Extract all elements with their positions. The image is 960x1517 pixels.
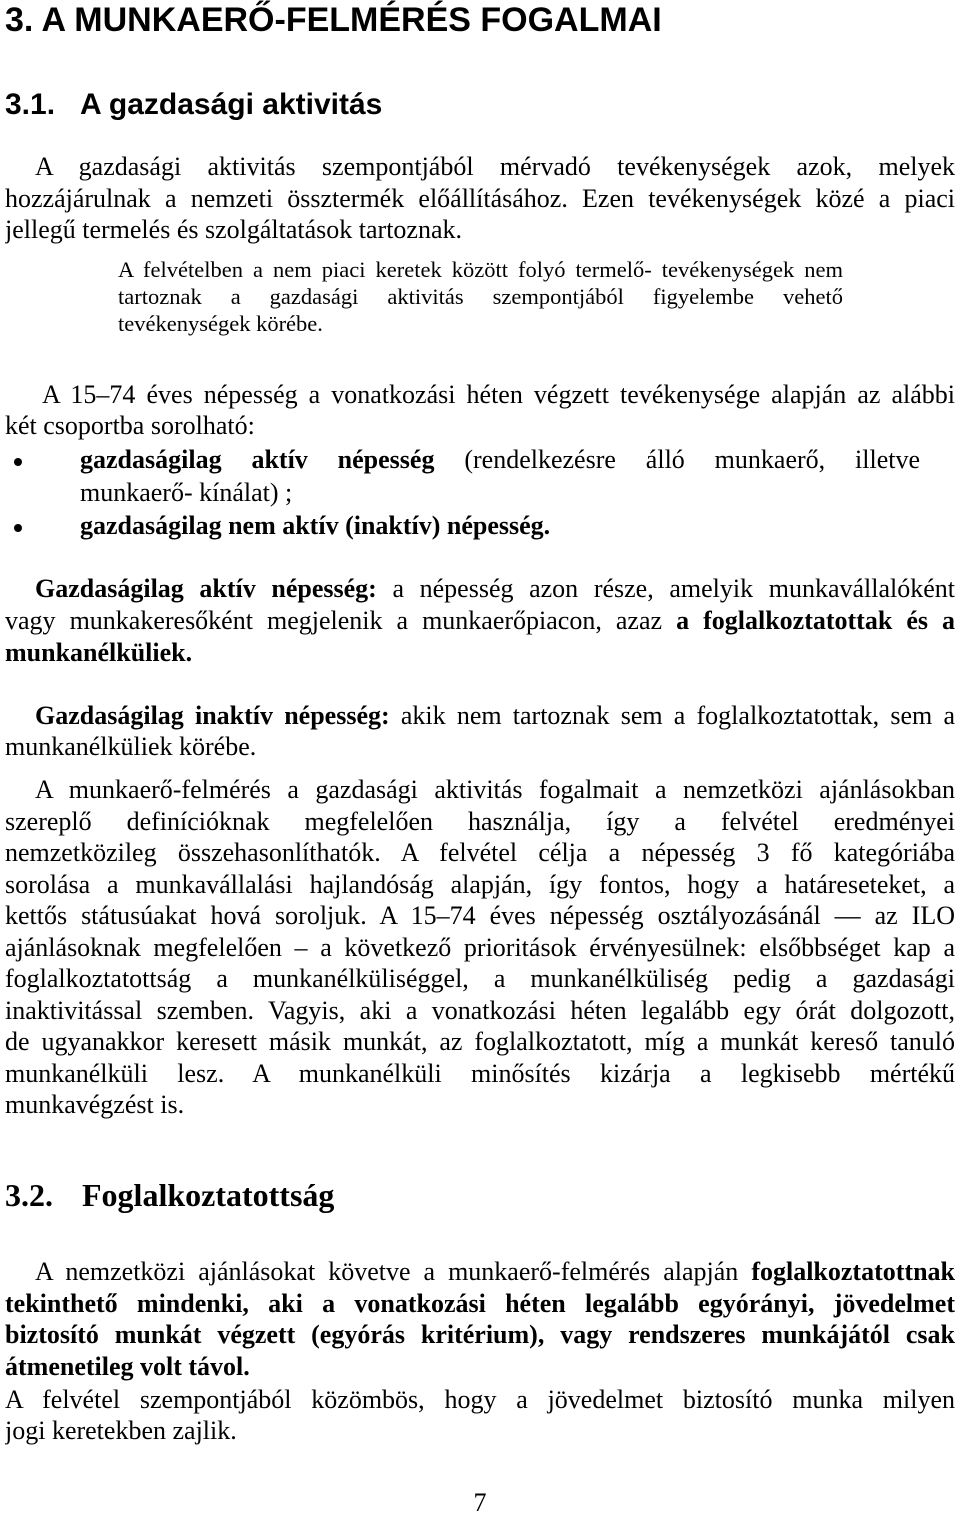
bullet-text <box>80 509 920 542</box>
section-heading-3-1 <box>5 87 605 123</box>
text-run: (rendelkezésre álló munkaerő, illetve <box>434 445 920 474</box>
text-line <box>5 1351 955 1383</box>
text-run: vagy munkakeresőként megjelenik a munkaerőpiacon, azaz <box>5 606 677 635</box>
paragraph-activity-intro <box>5 151 955 246</box>
text-run: inaktivitással szemben. Vagyis, aki a vonatkozási héten legalább egy órát dolgozott, <box>5 995 955 1025</box>
text-line <box>5 900 955 932</box>
bold-text-run: gazdaságilag nem aktív (inaktív) népesség. <box>80 511 551 540</box>
text-run: A nemzetközi ajánlásokat követve a munkaerő-felmérés alapján <box>35 1257 752 1286</box>
text-line <box>5 1026 955 1058</box>
bullet-text <box>80 443 920 509</box>
text-line <box>5 837 955 869</box>
text-line <box>118 256 843 283</box>
text-run: két csoportba sorolható: <box>5 410 255 440</box>
text-line <box>5 1415 955 1446</box>
text-run: sorolása a munkavállalási hajlandóság alapján, így fontos, hogy a határeseteket, a <box>5 869 955 899</box>
text-run: munkavégzést is. <box>5 1090 185 1119</box>
chapter-heading: 3. A MUNKAERŐ-FELMÉRÉS FOGALMAI <box>5 1 662 39</box>
text-run: A felvételben a nem piaci keretek között folyó termelő- tevékenységek nem <box>118 257 843 282</box>
text-line <box>5 774 955 806</box>
text-run: tartoznak a gazdasági aktivitás szempontjából figyelembe vehető <box>118 284 843 309</box>
text-run: szereplő definícióknak megfelelően használja, így a felvétel eredményei <box>5 806 955 836</box>
bold-text-run: biztosító munkát végzett (egyórás kritérium), vagy rendszeres munkájától csak <box>5 1320 955 1350</box>
bullet-icon <box>14 524 22 532</box>
section-number: 3.2. <box>5 1177 53 1213</box>
paragraph-population-groups <box>5 380 955 441</box>
text-run: akik nem tartoznak sem a foglalkoztatottak, sem a <box>389 701 955 730</box>
text-run: a népesség azon része, amelyik munkavállalóként <box>376 574 955 603</box>
bold-text-run: Gazdaságilag aktív népesség: <box>35 574 377 603</box>
text-line <box>118 310 843 337</box>
text-line <box>80 476 920 509</box>
definition-inactive-population <box>5 700 955 762</box>
page-number: 7 <box>473 1488 487 1517</box>
text-run: kettős státusúakat hová soroljuk. A 15–74 éves népesség osztályozásánál — az ILO <box>5 901 955 930</box>
text-line <box>5 869 955 901</box>
bold-text-run: foglalkoztatottnak <box>751 1257 955 1286</box>
bullet-item-active-population <box>0 443 960 509</box>
text-line <box>5 1089 955 1121</box>
text-line <box>5 411 955 442</box>
text-line <box>5 963 955 995</box>
text-line <box>5 1319 955 1351</box>
definition-employed <box>5 1256 955 1383</box>
section-title: A gazdasági aktivitás <box>80 88 383 121</box>
text-run: A munkaerő-felmérés a gazdasági aktivitás fogalmait a nemzetközi ajánlásokban <box>35 775 955 804</box>
text-line <box>5 637 955 669</box>
bullet-item-inactive-population <box>0 509 960 542</box>
text-run: de ugyanakkor keresett másik munkát, az foglalkoztatott, míg a munkát kereső tanuló <box>5 1027 955 1056</box>
text-line <box>5 214 955 246</box>
text-line <box>118 283 843 310</box>
text-line <box>80 443 920 476</box>
bold-text-run: Gazdaságilag inaktív népesség: <box>35 701 390 730</box>
definition-active-population <box>5 573 955 669</box>
text-line <box>5 605 955 637</box>
text-line <box>5 1256 955 1288</box>
bullet-icon <box>14 458 22 466</box>
text-run: A felvétel szempontjából közömbös, hogy a jövedelmet biztosító munka milyen <box>5 1385 955 1414</box>
text-line <box>5 1384 955 1415</box>
text-line <box>80 509 920 542</box>
text-run: A 15–74 éves népesség a vonatkozási héten végzett tevékenysége alapján az alábbi <box>42 380 955 409</box>
text-line <box>5 700 955 731</box>
text-run: munkanélküli lesz. A munkanélküli minősítés kizárja a legkisebb mértékű <box>5 1058 955 1088</box>
text-line <box>5 932 955 964</box>
text-line <box>5 731 955 762</box>
text-line <box>5 151 955 183</box>
text-line <box>5 995 955 1027</box>
paragraph-classification-priorities <box>5 774 955 1121</box>
bold-text-run: tekinthető mindenki, aki a vonatkozási héten legalább egyórányi, jövedelmet <box>5 1288 955 1318</box>
text-run: nemzetközileg összehasonlíthatók. A felvétel célja a népesség 3 fő kategóriába <box>5 838 955 867</box>
text-run: jogi keretekben zajlik. <box>5 1416 237 1445</box>
text-line <box>5 806 955 838</box>
text-line <box>5 183 955 215</box>
bold-text-run: átmenetileg volt távol. <box>5 1352 250 1382</box>
bold-text-run: gazdaságilag aktív népesség <box>80 445 435 474</box>
section-heading-3-2 <box>5 1176 605 1214</box>
text-run: hozzájárulnak a nemzeti össztermék előállításához. Ezen tevékenységek közé a piaci <box>5 183 955 213</box>
text-run: munkanélküliek körébe. <box>5 732 257 761</box>
text-line <box>5 380 955 411</box>
section-title: Foglalkoztatottság <box>82 1177 335 1213</box>
text-run: ajánlásoknak megfelelően – a következő prioritások érvényesülnek: elsőbbséget kap a <box>5 932 955 962</box>
paragraph-legal-framework <box>5 1384 955 1446</box>
text-run: foglalkoztatottság a munkanélküliséggel, a munkanélküliség pedig a gazdasági <box>5 964 955 993</box>
section-number: 3.1. <box>5 88 56 121</box>
text-run: A gazdasági aktivitás szempontjából mérvadó tevékenységek azok, melyek <box>35 152 955 181</box>
text-line <box>5 1058 955 1090</box>
bold-text-run: munkanélküliek. <box>5 638 193 667</box>
text-run: munkaerő- kínálat) ; <box>80 478 293 507</box>
text-line <box>5 573 955 605</box>
note-non-market-production <box>118 256 843 337</box>
text-line <box>5 1288 955 1320</box>
text-run: jellegű termelés és szolgáltatások tartoznak. <box>5 215 462 245</box>
bold-text-run: a foglalkoztatottak és a <box>676 606 955 635</box>
text-run: tevékenységek körébe. <box>118 311 323 336</box>
